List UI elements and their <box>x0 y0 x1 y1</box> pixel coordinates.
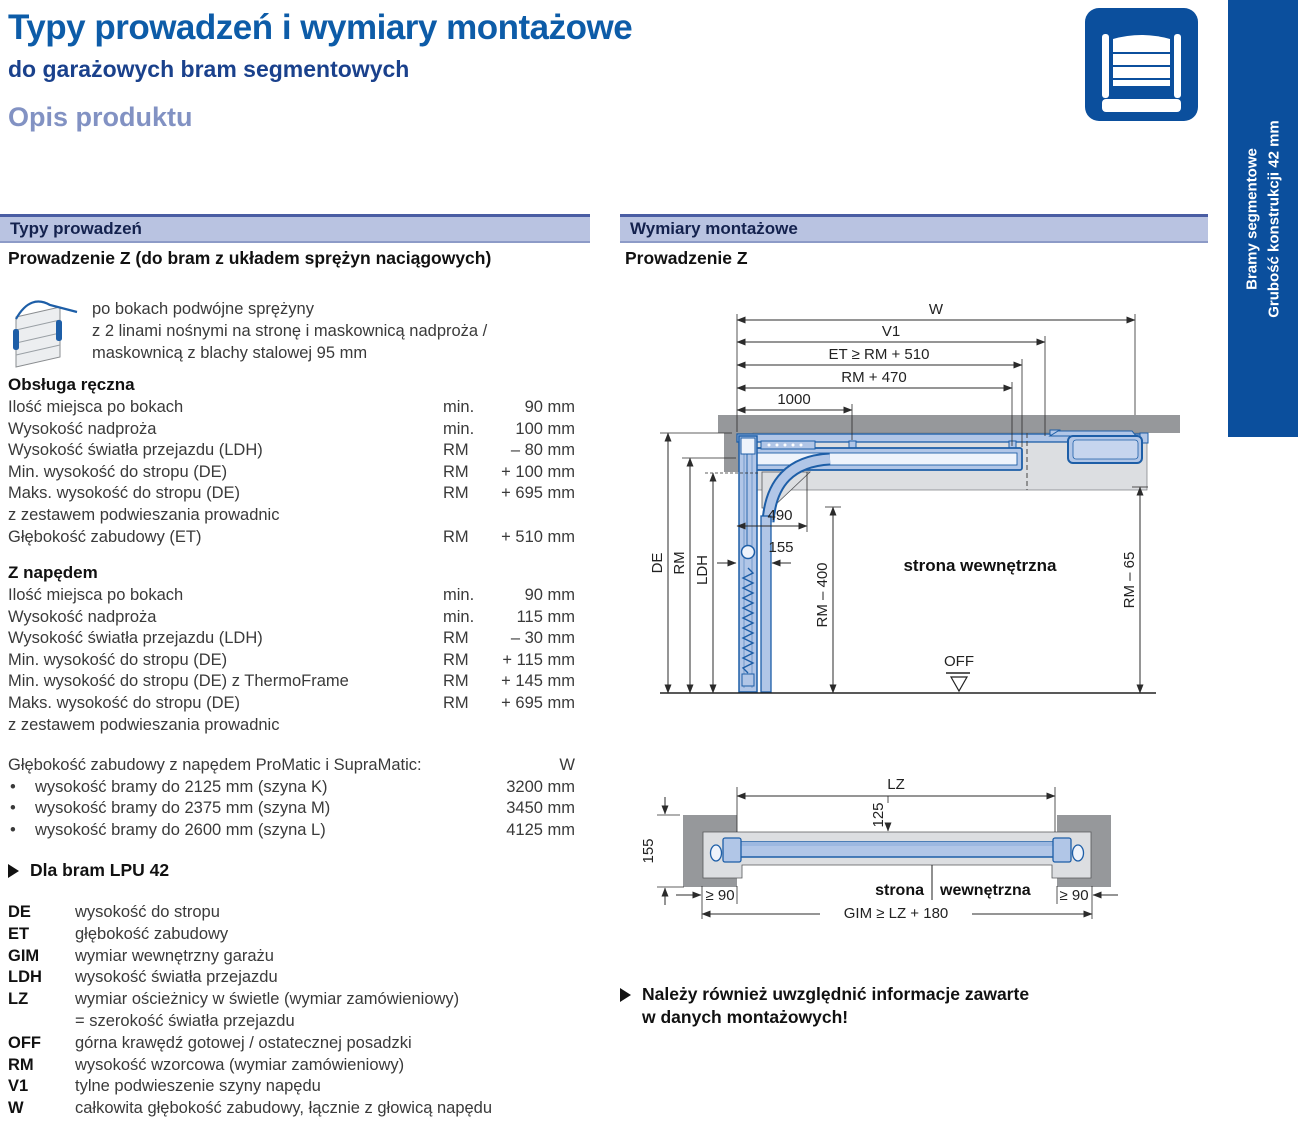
note <box>620 983 1029 1029</box>
dim-de: DE <box>649 552 666 574</box>
diagram1-svg <box>620 290 1210 715</box>
right-section-bar: Wymiary montażowe <box>620 214 1208 243</box>
legend-desc: tylne podwieszenie szyny napędu <box>75 1077 321 1096</box>
row-value: 115 mm <box>516 607 575 626</box>
depth-heading-value: W <box>559 756 575 774</box>
note-text <box>642 983 1029 1029</box>
dim-rm470: RM + 470 <box>841 369 907 386</box>
legend-row <box>8 1012 588 1034</box>
table-row <box>8 420 575 442</box>
bullet-icon: • <box>10 820 16 839</box>
row-value: + 100 mm <box>501 462 575 481</box>
legend-row <box>8 1034 588 1056</box>
dim-ge90-left: ≥ 90 <box>705 887 735 904</box>
row-label: Min. wysokość do stropu (DE) <box>8 462 228 481</box>
side-band-line2: Grubość konstrukcji 42 mm <box>1265 119 1282 318</box>
row-value: 100 mm <box>515 419 575 438</box>
diagram2-svg <box>620 765 1210 940</box>
dimensions <box>649 301 1148 693</box>
row-value: – 30 mm <box>510 629 575 648</box>
inner-side-label: strona wewnętrzna <box>903 556 1057 575</box>
row-value: + 115 mm <box>502 650 575 669</box>
dim-et: ET ≥ RM + 510 <box>828 346 930 363</box>
dim-155-2: 155 <box>640 838 657 864</box>
table-row <box>8 716 575 738</box>
manual-table <box>8 398 575 549</box>
dim-rm: RM <box>671 551 688 575</box>
legend-desc: wymiar ościeżnicy w świetle (wymiar zamówieniowy) <box>75 990 460 1009</box>
intro-text <box>92 293 487 371</box>
intro-line: po bokach podwójne sprężyny <box>92 300 314 318</box>
row-ref: min. <box>443 586 475 604</box>
side-band <box>1228 0 1298 437</box>
row-ref: min. <box>443 398 475 416</box>
bullet-icon: • <box>10 777 16 796</box>
table-row <box>8 528 575 550</box>
row-label: Wysokość nadproża <box>8 419 157 438</box>
note-line2: w danych montażowych! <box>642 1007 849 1028</box>
legend-abbr: RM <box>8 1055 34 1074</box>
legend-desc: wysokość światła przejazdu <box>75 968 278 987</box>
sectional-door-icon-svg <box>1085 8 1198 121</box>
side-band-text <box>1228 0 1298 437</box>
legend-desc: wysokość do stropu <box>75 903 220 921</box>
row-label: Wysokość nadproża <box>8 607 157 626</box>
side-band-line1: Bramy segmentowe <box>1242 147 1260 290</box>
row-label: z zestawem podwieszania prowadnic <box>8 715 280 734</box>
row-value: + 145 mm <box>501 672 575 691</box>
diagram-horizontal-section <box>620 765 1210 945</box>
row-ref: min. <box>443 419 475 438</box>
row-label: Maks. wysokość do stropu (DE) <box>8 484 240 503</box>
row-ref: RM <box>443 462 469 481</box>
intro-line: z 2 linami nośnymi na stronę i maskownicą nadproża / <box>92 321 488 340</box>
dim-155: 155 <box>768 539 794 556</box>
row-label: z zestawem podwieszania prowadnic <box>8 505 280 524</box>
list-item <box>8 778 575 800</box>
table-row <box>8 441 575 463</box>
legend-desc: całkowita głębokość zabudowy, łącznie z głowicą napędu <box>75 1099 493 1118</box>
row-label: Głębokość zabudowy (ET) <box>8 527 202 546</box>
dim-gim: GIM ≥ LZ + 180 <box>843 905 949 922</box>
intro-line: maskownicą z blachy stalowej 95 mm <box>92 343 368 362</box>
row-value: + 695 mm <box>501 484 575 503</box>
note-line1: Należy również uwzględnić informacje zawarte <box>642 984 1030 1004</box>
table-row <box>8 398 575 420</box>
dim-125: 125 <box>870 802 887 828</box>
legend-abbr <box>8 1012 75 1034</box>
row-ref: RM <box>443 484 469 503</box>
legend-row <box>8 1077 588 1099</box>
row-label: Wysokość światła przejazdu (LDH) <box>8 441 263 460</box>
table-row <box>8 484 575 506</box>
powered-table <box>8 586 575 737</box>
dim-w: W <box>928 301 944 318</box>
legend-desc: górna krawędź gotowej / ostatecznej posadzki <box>75 1033 412 1052</box>
sectional-door-icon <box>1085 8 1198 126</box>
dim-1000: 1000 <box>777 391 811 408</box>
powered-title: Z napędem <box>8 563 98 582</box>
row-label: Min. wysokość do stropu (DE) <box>8 650 228 669</box>
row-label: Min. wysokość do stropu (DE) z ThermoFrame <box>8 672 349 691</box>
legend-desc: wymiar wewnętrzny garażu <box>75 946 274 965</box>
section-heading: Opis produktu <box>8 102 193 132</box>
floor-level-symbol <box>944 653 974 691</box>
wewnetrzna-label: wewnętrzna <box>940 882 1031 899</box>
row-label: Ilość miejsca po bokach <box>8 586 184 604</box>
dim-v1: V1 <box>881 323 901 340</box>
legend-row <box>8 925 588 947</box>
legend-abbr: V1 <box>8 1077 29 1096</box>
legend-abbr: ET <box>8 924 30 943</box>
bullet-icon: • <box>10 799 16 818</box>
item-label: wysokość bramy do 2125 mm (szyna K) <box>35 777 328 796</box>
intro-row <box>8 293 588 371</box>
row-value: + 510 mm <box>501 527 575 546</box>
left-section-bar: Typy prowadzeń <box>0 214 590 243</box>
legend-row <box>8 1056 588 1078</box>
row-ref: min. <box>443 607 475 626</box>
pointer-triangle-icon <box>620 988 631 1002</box>
dim-490: 490 <box>767 507 793 524</box>
item-label: wysokość bramy do 2600 mm (szyna L) <box>35 820 326 839</box>
manual-title: Obsługa ręczna <box>8 375 135 394</box>
item-label: wysokość bramy do 2375 mm (szyna M) <box>35 799 331 818</box>
list-item <box>8 821 575 843</box>
legend-abbr: OFF <box>8 1033 41 1052</box>
legend-abbr: GIM <box>8 946 40 965</box>
dim-rm400: RM – 400 <box>814 562 831 628</box>
legend-abbr: DE <box>8 903 31 921</box>
lpu-row <box>8 860 169 881</box>
page-subtitle: do garażowych bram segmentowych <box>8 56 410 82</box>
diagram-vertical-section <box>620 290 1210 720</box>
table-row <box>8 506 575 528</box>
table-row <box>8 463 575 485</box>
table-row <box>8 694 575 716</box>
depth-heading: Głębokość zabudowy z napędem ProMatic i SupraMatic: <box>8 756 422 774</box>
item-value: 3200 mm <box>506 777 575 796</box>
depth-heading-row <box>8 756 575 778</box>
legend-row <box>8 990 588 1012</box>
legend-row <box>8 968 588 990</box>
row-label: Maks. wysokość do stropu (DE) <box>8 693 240 712</box>
row-value: 90 mm <box>524 586 575 604</box>
row-value: + 695 mm <box>501 693 575 712</box>
dim-lz: LZ <box>887 776 905 793</box>
row-value: 90 mm <box>524 398 575 416</box>
right-subsection-title: Prowadzenie Z <box>625 248 748 268</box>
dim-ge90-right: ≥ 90 <box>1059 887 1089 904</box>
row-ref: RM <box>443 629 469 648</box>
legend-desc: = szerokość światła przejazdu <box>75 1011 295 1030</box>
row-ref: RM <box>443 441 469 460</box>
legend-row <box>8 903 588 925</box>
legend <box>8 903 588 1121</box>
table-row <box>8 672 575 694</box>
legend-desc: wysokość wzorcowa (wymiar zamówieniowy) <box>75 1055 405 1074</box>
legend-row <box>8 1099 588 1121</box>
dim-ldh: LDH <box>694 554 711 586</box>
off-label: OFF <box>944 653 974 670</box>
page-title: Typy prowadzeń i wymiary montażowe <box>8 8 633 47</box>
dim-rm65: RM – 65 <box>1121 551 1138 609</box>
table-row <box>8 608 575 630</box>
depth-block <box>8 756 575 842</box>
left-subsection-title: Prowadzenie Z (do bram z układem sprężyn naciągowych) <box>8 248 492 268</box>
door-leaf <box>739 436 757 692</box>
row-ref: RM <box>443 672 469 691</box>
legend-row <box>8 947 588 969</box>
table-row <box>8 586 575 608</box>
legend-abbr: LDH <box>8 968 42 987</box>
row-value: – 80 mm <box>510 441 575 460</box>
row-ref: RM <box>443 650 469 669</box>
table-row <box>8 629 575 651</box>
row-label: Ilość miejsca po bokach <box>8 398 184 416</box>
lpu-label: Dla bram LPU 42 <box>30 860 170 880</box>
inner-side-label2 <box>875 865 1031 900</box>
row-ref: RM <box>443 693 469 712</box>
spring-door-icon <box>8 293 80 371</box>
pointer-triangle-icon <box>8 864 19 878</box>
item-value: 4125 mm <box>506 820 575 839</box>
item-value: 3450 mm <box>506 799 575 818</box>
row-label: Wysokość światła przejazdu (LDH) <box>8 629 263 648</box>
legend-abbr: LZ <box>8 990 29 1009</box>
strona-label: strona <box>875 882 924 899</box>
table-row <box>8 651 575 673</box>
legend-desc: głębokość zabudowy <box>75 924 229 943</box>
row-ref: RM <box>443 527 469 546</box>
legend-abbr: W <box>8 1099 24 1118</box>
list-item <box>8 799 575 821</box>
